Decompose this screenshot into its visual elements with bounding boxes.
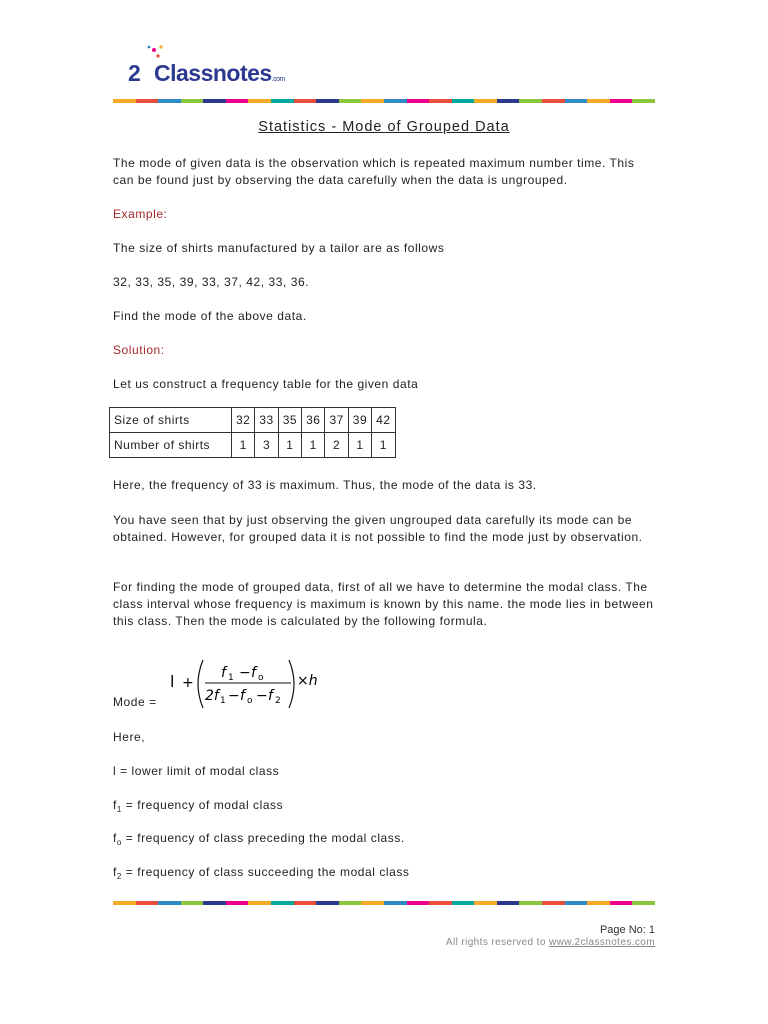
stripe-segment: [542, 901, 565, 905]
def-l: l = lower limit of modal class: [113, 764, 280, 778]
stripe-segment: [361, 901, 384, 905]
stripe-segment: [497, 99, 520, 103]
formula-right-paren: [289, 660, 294, 708]
intro-paragraph: The mode of given data is the observation which is repeated maximum number time. This can be found just by observing the data carefully when the data is ungrouped.: [113, 156, 635, 187]
stripe-segment: [158, 99, 181, 103]
def-fo-symbol: f: [113, 831, 117, 845]
table-cell: 1: [302, 433, 325, 458]
stripe-segment: [632, 901, 655, 905]
formula-plus: +: [182, 675, 194, 691]
stripe-segment: [632, 99, 655, 103]
stripe-segment: [610, 901, 633, 905]
table-cell: 33: [255, 408, 278, 433]
example-question: Find the mode of the above data.: [113, 309, 307, 323]
solution-label: Solution:: [113, 343, 165, 357]
def-fo: [113, 830, 658, 848]
formula-l: l: [170, 672, 175, 691]
formula-num-f1: f: [221, 665, 226, 681]
example-text: The size of shirts manufactured by a tailor are as follows: [113, 241, 445, 255]
def-f1-sub: 1: [116, 805, 122, 814]
table-cell: 2: [325, 433, 348, 458]
stripe-segment: [565, 99, 588, 103]
formula-num-fo-sub: o: [258, 673, 264, 683]
stripe-segment: [339, 901, 362, 905]
formula-left-paren: [198, 660, 203, 708]
stripe-segment: [474, 901, 497, 905]
table-cell: 36: [302, 408, 325, 433]
mode-label: Mode =: [113, 695, 157, 709]
stripe-segment: [226, 901, 249, 905]
stripe-segment: [429, 99, 452, 103]
result-paragraph: Here, the frequency of 33 is maximum. Thus, the mode of the data is 33.: [113, 478, 537, 492]
stripe-segment: [181, 901, 204, 905]
table-cell: 1: [232, 433, 255, 458]
table-row: [110, 408, 396, 433]
page-title: Statistics - Mode of Grouped Data: [258, 119, 510, 135]
stripe-segment: [384, 99, 407, 103]
stripe-segment: [203, 901, 226, 905]
stripe-segment: [429, 901, 452, 905]
stripe-segment: [271, 901, 294, 905]
stripe-segment: [294, 901, 317, 905]
table-cell: 32: [232, 408, 255, 433]
example-data: 32, 33, 35, 39, 33, 37, 42, 33, 36.: [113, 275, 310, 289]
stripe-segment: [361, 99, 384, 103]
page-number: Page No: 1: [599, 924, 655, 936]
stripe-segment: [610, 99, 633, 103]
website-link[interactable]: www.2classnotes.com: [549, 937, 655, 948]
rights-notice: All rights reserved to www.2classnotes.com: [445, 937, 655, 948]
table-cell: 37: [325, 408, 348, 433]
stripe-segment: [542, 99, 565, 103]
table-cell: 1: [278, 433, 301, 458]
stripe-segment: [113, 99, 136, 103]
formula-den-minus2: −: [256, 688, 268, 704]
table-cell: 3: [255, 433, 278, 458]
stripe-segment: [474, 99, 497, 103]
stripe-segment: [294, 99, 317, 103]
table-cell: 42: [372, 408, 395, 433]
formula-num-minus: −: [239, 665, 251, 681]
stripe-segment: [519, 901, 542, 905]
def-f2-sub: 2: [116, 872, 122, 881]
frequency-table: [109, 407, 396, 458]
stripe-segment: [181, 99, 204, 103]
stripe-segment: [497, 901, 520, 905]
def-f1-text: = frequency of modal class: [121, 798, 284, 812]
stripe-segment: [203, 99, 226, 103]
footer-color-stripe: [113, 901, 655, 905]
example-label: Example:: [113, 207, 168, 221]
table-cell: 35: [278, 408, 301, 433]
mode-formula: [165, 656, 335, 712]
def-f2: [113, 864, 658, 882]
formula-times-h: ×h: [297, 673, 318, 689]
table-cell: 39: [348, 408, 371, 433]
def-fo-text: = frequency of class preceding the modal class.: [121, 831, 405, 845]
logo-two: 2: [128, 60, 141, 86]
stripe-segment: [519, 99, 542, 103]
formula-den-2f1: 2f: [205, 688, 219, 704]
table-row-label: Number of shirts: [110, 433, 232, 458]
stripe-segment: [407, 99, 430, 103]
stripe-segment: [452, 99, 475, 103]
stripe-segment: [339, 99, 362, 103]
stripe-segment: [136, 99, 159, 103]
table-cell: 1: [348, 433, 371, 458]
stripe-segment: [158, 901, 181, 905]
header-color-stripe: [113, 99, 655, 103]
stripe-segment: [565, 901, 588, 905]
formula-intro-paragraph: For finding the mode of grouped data, first of all we have to determine the modal class. The class interval whose frequency is maximum is known by this name. the mode lies in between this class. Then the mode is calculated by the following formula.: [113, 580, 654, 628]
formula-den-fo-sub: o: [247, 696, 253, 706]
formula-den-fo: f: [240, 688, 245, 704]
stripe-segment: [587, 901, 610, 905]
stripe-segment: [271, 99, 294, 103]
table-row: [110, 433, 396, 458]
logo-dotcom: .com: [271, 76, 285, 83]
stripe-segment: [113, 901, 136, 905]
formula-num-fo: f: [251, 665, 256, 681]
stripe-segment: [316, 99, 339, 103]
formula-den-f2: f: [268, 688, 273, 704]
stripe-segment: [136, 901, 159, 905]
here-label: Here,: [113, 730, 146, 744]
stripe-segment: [587, 99, 610, 103]
table-cell: 1: [372, 433, 395, 458]
def-f1-symbol: f: [113, 798, 117, 812]
def-f1: [113, 797, 658, 815]
logo-wordmark: Classnotes.com: [154, 60, 285, 86]
stripe-segment: [452, 901, 475, 905]
stripe-segment: [248, 99, 271, 103]
table-row-label: Size of shirts: [110, 408, 232, 433]
stripe-segment: [226, 99, 249, 103]
formula-den-f2-sub: 2: [275, 696, 281, 706]
formula-num-f1-sub: 1: [228, 673, 234, 683]
stripe-segment: [248, 901, 271, 905]
stripe-segment: [316, 901, 339, 905]
solution-text: Let us construct a frequency table for the given data: [113, 377, 419, 391]
def-fo-sub: o: [116, 838, 122, 847]
def-f2-text: = frequency of class succeeding the modal class: [121, 865, 410, 879]
formula-den-minus1: −: [228, 688, 240, 704]
stripe-segment: [407, 901, 430, 905]
grouped-paragraph: You have seen that by just observing the given ungrouped data carefully its mode can be obtained. However, for grouped data it is not possible to find the mode just by observation.: [113, 513, 643, 544]
stripe-segment: [384, 901, 407, 905]
formula-den-2f1-sub: 1: [220, 696, 226, 706]
def-f2-symbol: f: [113, 865, 117, 879]
